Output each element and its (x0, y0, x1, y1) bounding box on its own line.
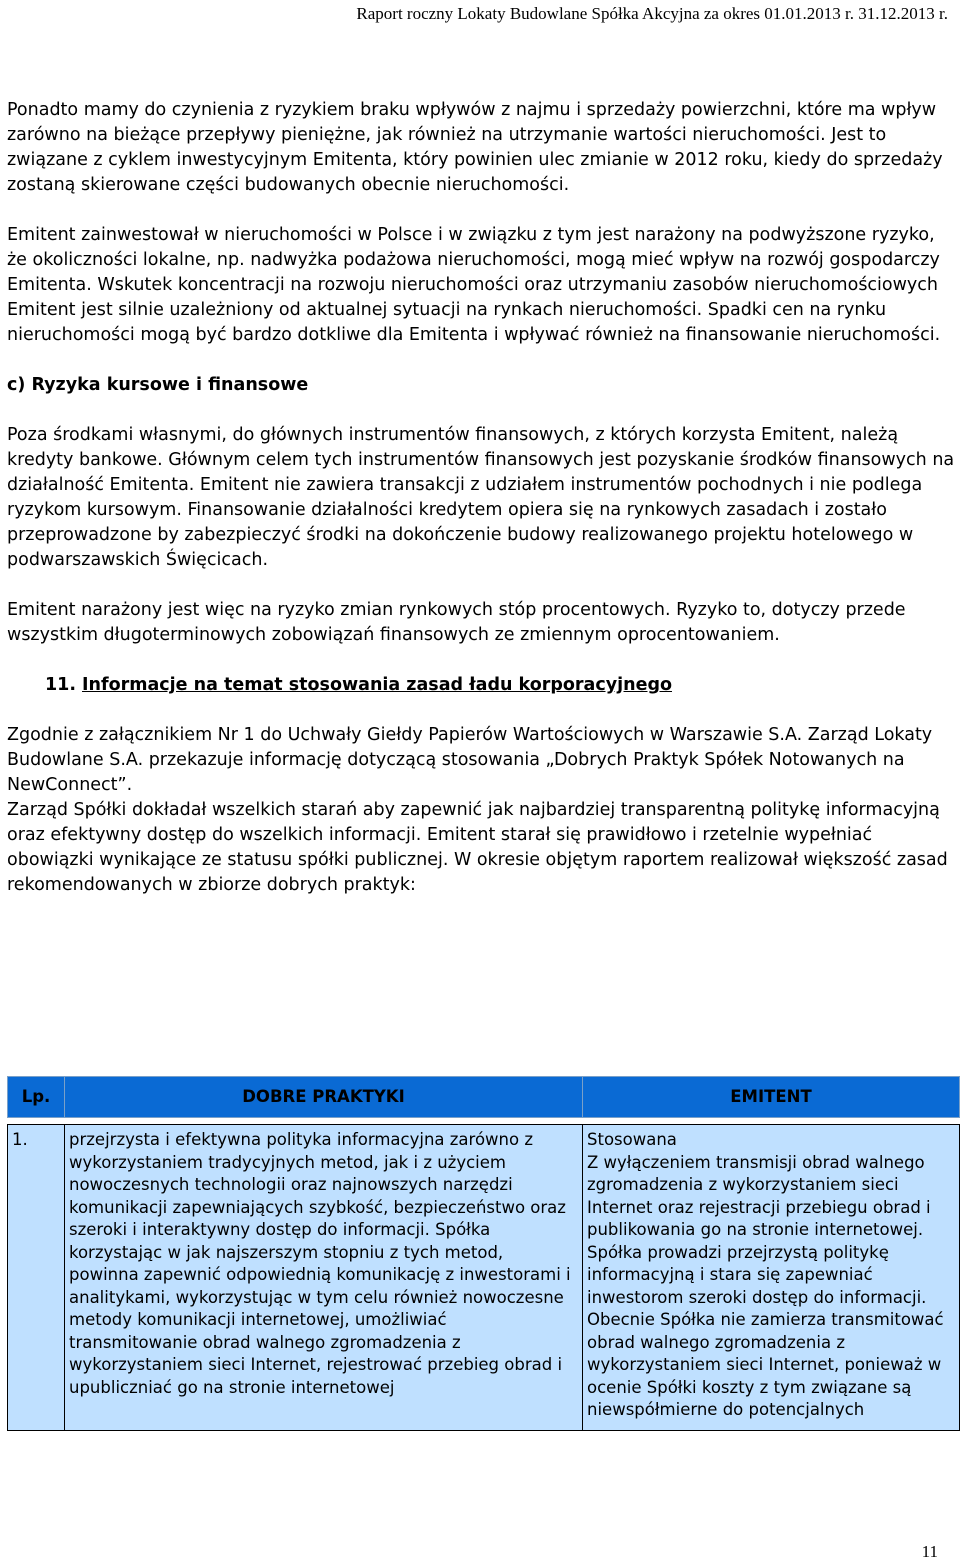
column-header-good-practices: DOBRE PRAKTYKI (65, 1077, 583, 1118)
table-header-row (8, 1077, 960, 1118)
section-heading-11 (7, 673, 955, 698)
section-number: 11. (45, 675, 77, 695)
page-number: 11 (921, 1542, 938, 1561)
good-practices-table (7, 1076, 960, 1431)
issuer-status: Stosowana (587, 1130, 677, 1149)
table-spacer (8, 1118, 960, 1125)
paragraph-interest-rate-risk: Emitent narażony jest więc na ryzyko zmian rynkowych stóp procentowych. Ryzyko to, dotyczy przede wszystkim długoterminowych zobowiązań finansowych ze zmiennym oprocentowaniem. (7, 600, 906, 645)
paragraph-real-estate-risk: Emitent zainwestował w nieruchomości w Polsce i w związku z tym jest narażony na podwyższone ryzyko, że okoliczności lokalne, np. nadwyżka podażowa nieruchomości, mogą mieć wpływ na rozwój gospodarczy Emitenta. Wskutek koncentracji na rozwoju nieruchomości oraz utrzymaniu zasobów nieruchomościowych Emitent jest silnie uzależniony od aktualnej sytuacji na rynkach nieruchomości. Spadki cen na rynku nieruchomości mogą być bardzo dotkliwe dla Emitenta i wpływać również na finansowanie nieruchomości. (7, 225, 941, 345)
column-header-issuer: EMITENT (583, 1077, 960, 1118)
subheading-currency-financial-risk: c) Ryzyka kursowe i finansowe (7, 375, 309, 395)
practice-description: przejrzysta i efektywna polityka informacyjna zarówno z wykorzystaniem tradycyjnych metod, jak i z użyciem nowoczesnych technologii oraz najnowszych narzędzi komunikacji zapewniających szybkość, bezpieczeństwo oraz szeroki i interaktywny dostęp do informacji. Spółka korzystając w jak najszerszym stopniu z tych metod, powinna zapewnić odpowiednią komunikację z inwestorami i analitykami, wykorzystując w tym celu również nowoczesne metody komunikacji internetowej, umożliwiać transmitowanie obrad walnego zgromadzenia z wykorzystaniem sieci Internet, rejestrować przebieg obrad i upubliczniać go na stronie internetowej (65, 1125, 583, 1431)
paragraph-rental-risk: Ponadto mamy do czynienia z ryzykiem braku wpływów z najmu i sprzedaży powierzchni, które ma wpływ zarówno na bieżące przepływy pieniężne, jak również na utrzymanie wartości nieruchomości. Jest to związane z cyklem inwestycyjnym Emitenta, który powinien ulec zmianie w 2012 roku, kiedy do sprzedaży zostaną skierowane części budowanych obecnie nieruchomości. (7, 100, 943, 195)
issuer-comment: Z wyłączeniem transmisji obrad walnego zgromadzenia z wykorzystaniem sieci Internet oraz rejestracji przebiegu obrad i publikowania go na stronie internetowej. Spółka prowadzi przejrzystą politykę informacyjną i stara się zapewniać inwestorom szeroki dostęp do informacji. Obecnie Spółka nie zamierza transmitować obrad walnego zgromadzenia z wykorzystaniem sieci Internet, ponieważ w ocenie Spółki koszty z tym związane są niewspółmierne do potencjalnych (587, 1152, 944, 1419)
running-header: Raport roczny Lokaty Budowlane Spółka Akcyjna za okres 01.01.2013 r. 31.12.2013 r. (356, 4, 948, 23)
section-title: Informacje na temat stosowania zasad ładu korporacyjnego (82, 675, 672, 695)
paragraph-corporate-governance-intro: Zgodnie z załącznikiem Nr 1 do Uchwały Giełdy Papierów Wartościowych w Warszawie S.A. Zarząd Lokaty Budowlane S.A. przekazuje informację dotyczącą stosowania „Dobrych Praktyk Spółek Notowanych na NewConnect”. (7, 725, 933, 795)
document-body (7, 98, 955, 898)
paragraph-financial-instruments: Poza środkami własnymi, do głównych instrumentów finansowych, z których korzysta Emitent, należą kredyty bankowe. Głównym celem tych instrumentów finansowych jest pozyskanie środków finansowych na działalność Emitenta. Emitent nie zawiera transakcji z udziałem instrumentów pochodnych i nie podlega ryzykom kursowym. Finansowanie działalności kredytem opiera się na rynkowych zasadach i zostało przeprowadzone by zabezpieczyć środki na dokończenie budowy realizowanego projektu hotelowego w podwarszawskich Święcicach. (7, 425, 955, 570)
paragraph-management-efforts: Zarząd Spółki dokładał wszelkich starań aby zapewnić jak najbardziej transparentną politykę informacyjną oraz efektywny dostęp do wszelkich informacji. Emitent starał się prawidłowo i rzetelnie wypełniać obowiązki wynikające ze statusu spółki publicznej. W okresie objętym raportem realizował większość zasad rekomendowanych w zbiorze dobrych praktyk: (7, 800, 948, 895)
table-row (8, 1125, 960, 1431)
row-number: 1. (8, 1125, 65, 1431)
issuer-cell (583, 1125, 960, 1431)
column-header-lp: Lp. (8, 1077, 65, 1118)
